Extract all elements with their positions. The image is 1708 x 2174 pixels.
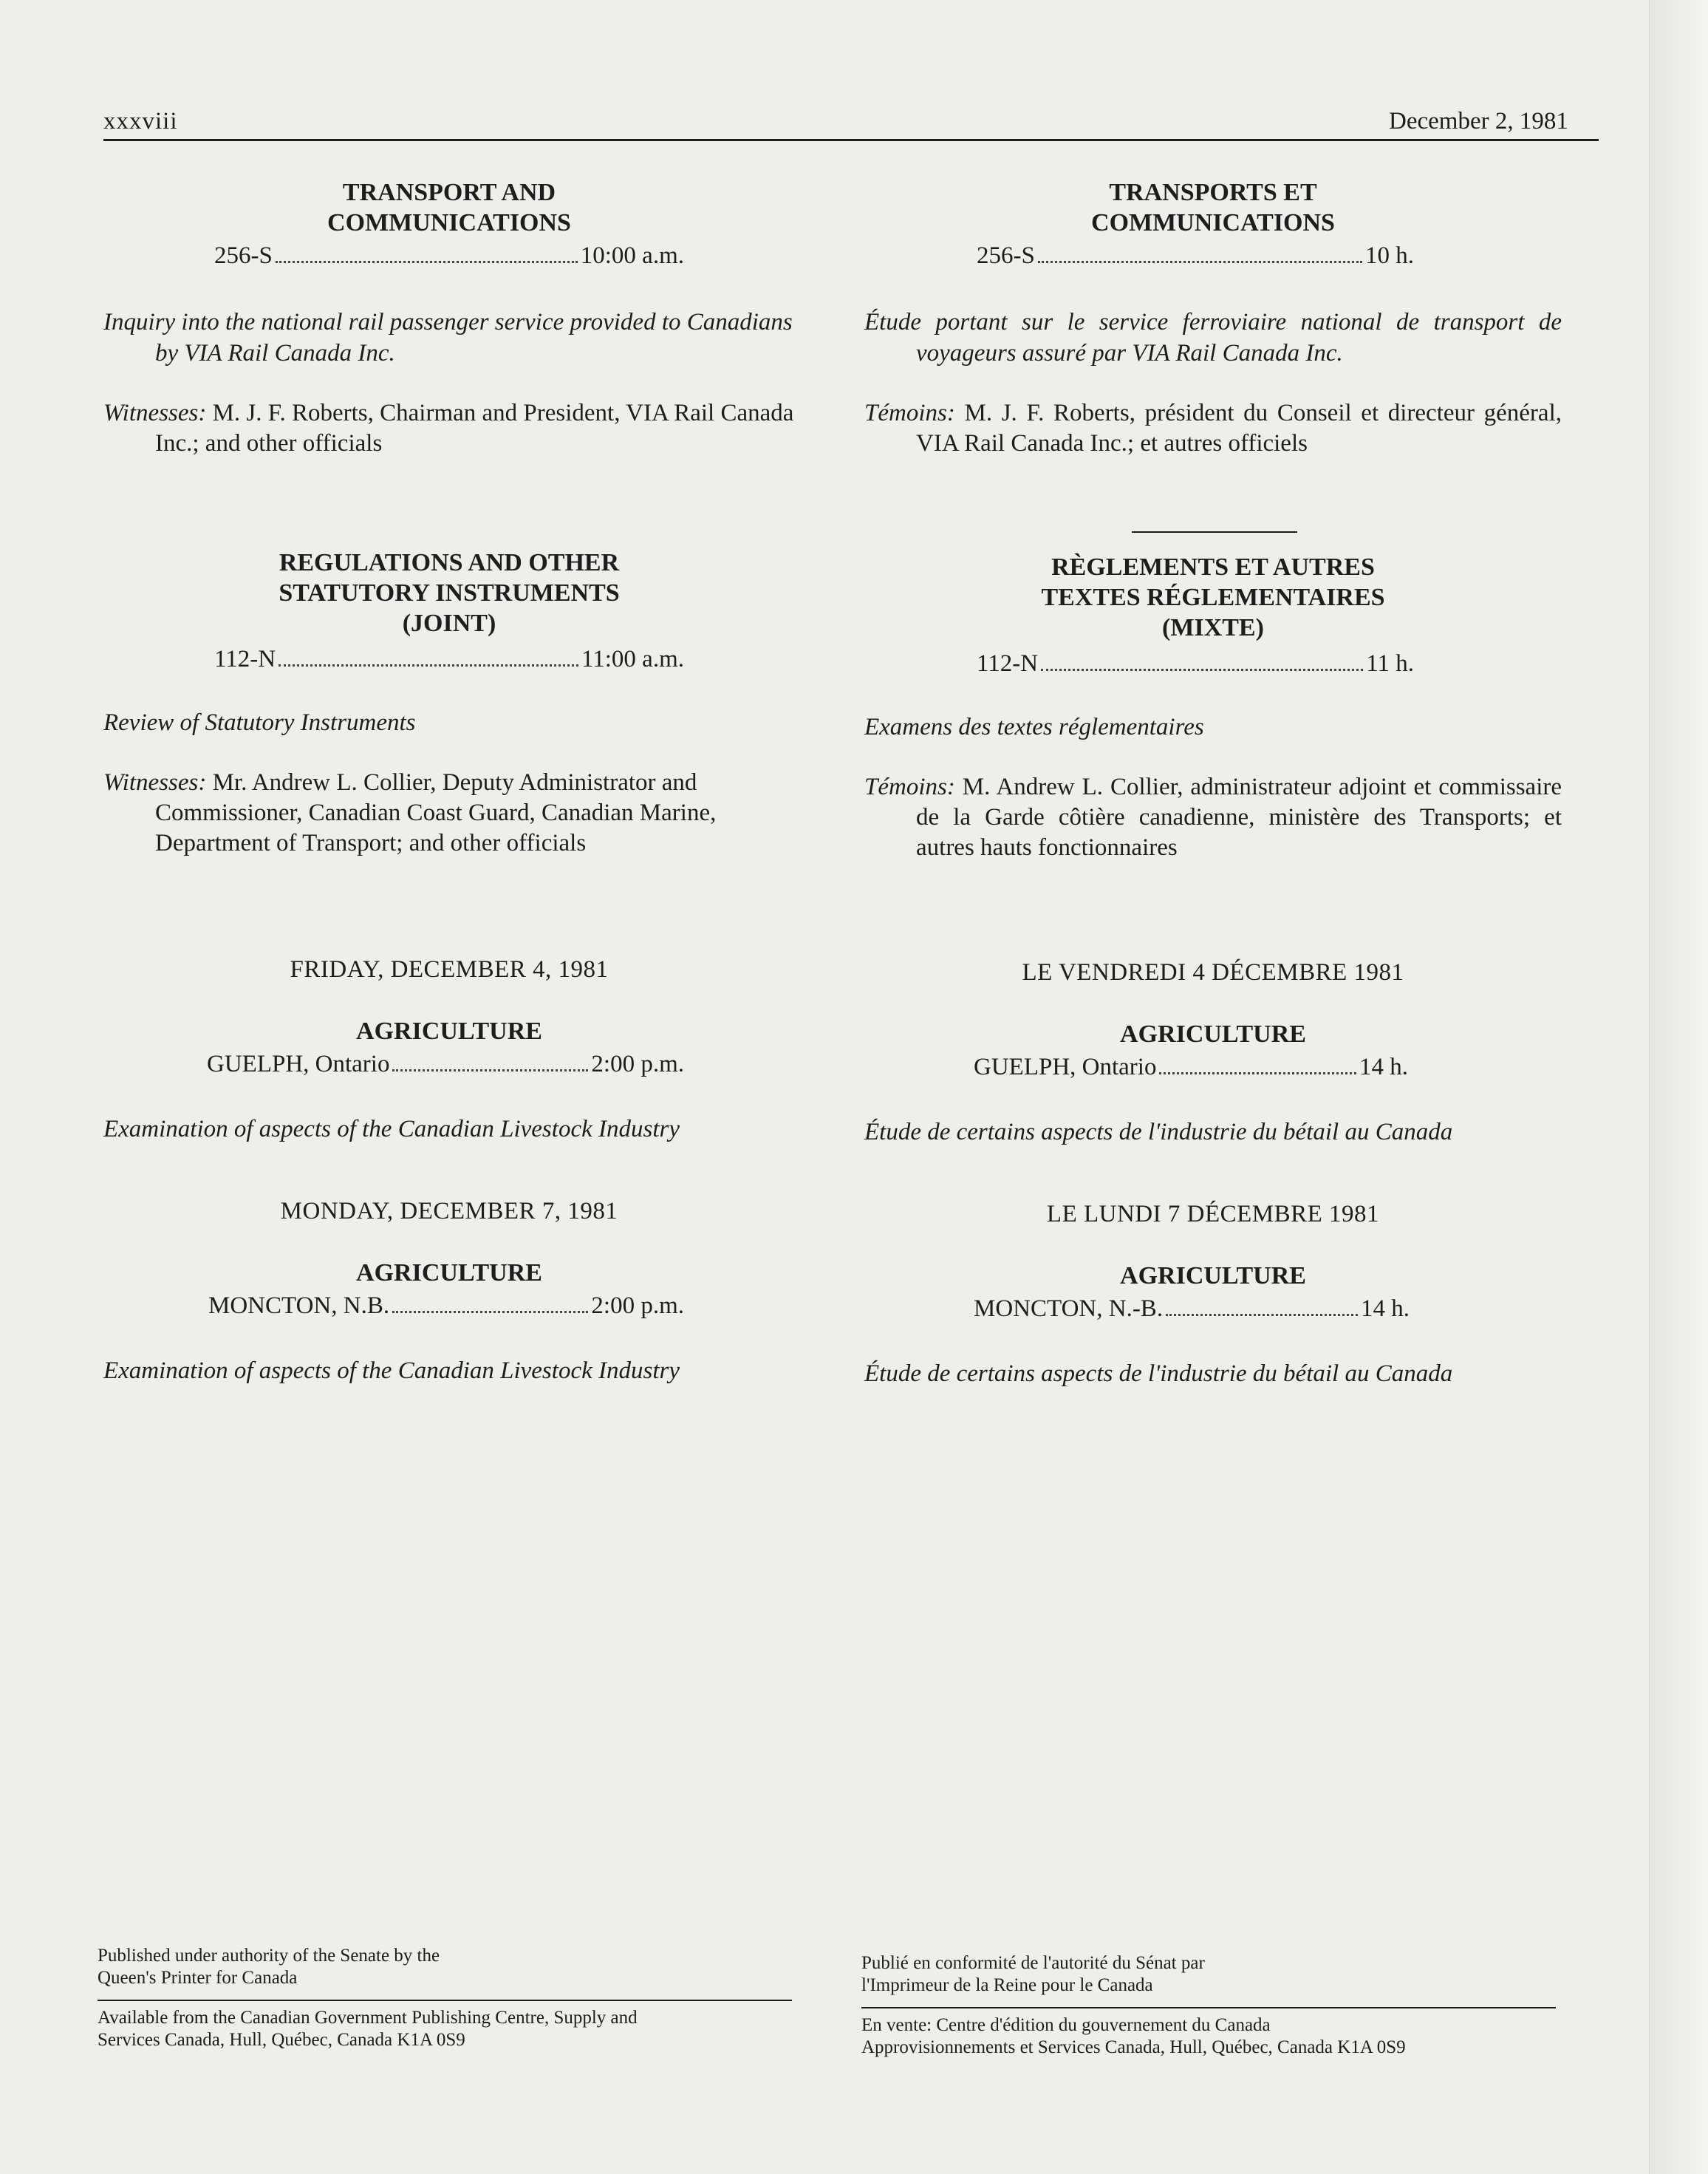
meeting-time: 2:00 p.m.	[591, 1292, 684, 1319]
footer-rule	[861, 2007, 1556, 2008]
committee-heading-agriculture: AGRICULTURE	[356, 1259, 542, 1287]
committee-heading-transport: TRANSPORT AND COMMUNICATIONS	[327, 179, 571, 236]
room-number: 112-N	[214, 646, 276, 672]
section-divider	[1132, 531, 1297, 533]
meeting-time: 11 h.	[1366, 650, 1414, 677]
meeting-time: 11:00 a.m.	[581, 646, 684, 672]
header-rule	[103, 139, 1599, 141]
committee-heading-agriculture: AGRICULTURE	[1120, 1020, 1306, 1048]
topic-transport: Inquiry into the national rail passenger service provided to Canadians by VIA Rail Canada Inc.	[103, 309, 793, 367]
committee-heading-agriculture: AGRICULTURE	[1120, 1262, 1306, 1289]
dot-leader	[1041, 669, 1363, 671]
witnesses-regulations	[103, 768, 795, 859]
witnesses-transport	[103, 398, 795, 459]
publication-authority: Published under authority of the Senate by the Queen's Printer for Canada	[98, 1946, 440, 1988]
meeting-time: 10:00 a.m.	[580, 242, 684, 269]
witnesses-transport	[864, 398, 1562, 459]
topic-regulations: Review of Statutory Instruments	[103, 709, 416, 736]
meeting-place: GUELPH, Ontario	[974, 1054, 1157, 1080]
schedule-entry-friday	[103, 1051, 795, 1078]
availability-note: En vente: Centre d'édition du gouvernement du Canada Approvisionnements et Services Canada, Hull, Québec, Canada K1A 0S9	[861, 2015, 1406, 2057]
witnesses-text: Mr. Andrew L. Collier, Deputy Administrator and Commissioner, Canadian Coast Guard, Canadian Marine, Department of Transport; and other officials	[155, 769, 717, 856]
witnesses-label: Witnesses:	[103, 400, 207, 426]
committee-heading-regulations: REGULATIONS AND OTHER STATUTORY INSTRUMENTS (JOINT)	[279, 549, 620, 637]
schedule-entry-regulations	[103, 646, 795, 673]
page-edge	[1649, 0, 1708, 2174]
topic-regulations: Examens des textes réglementaires	[864, 714, 1204, 740]
dot-leader	[1166, 1314, 1358, 1316]
dot-leader	[1038, 261, 1362, 263]
committee-heading-transport: TRANSPORTS ET COMMUNICATIONS	[1091, 179, 1335, 236]
committee-heading-regulations: RÈGLEMENTS ET AUTRES TEXTES RÉGLEMENTAIRES (MIXTE)	[1041, 553, 1385, 641]
witnesses-regulations	[864, 772, 1562, 863]
meeting-time: 2:00 p.m.	[591, 1051, 684, 1077]
schedule-entry-transport	[103, 242, 795, 270]
room-number: 112-N	[977, 650, 1039, 677]
schedule-entry-monday	[864, 1295, 1562, 1323]
witnesses-text: M. J. F. Roberts, président du Conseil et directeur général, VIA Rail Canada Inc.; et autres officiels	[916, 400, 1562, 457]
meeting-place: MONCTON, N.-B.	[974, 1295, 1164, 1322]
schedule-entry-transport	[864, 242, 1562, 270]
dot-leader	[1159, 1072, 1356, 1074]
topic-friday: Examination of aspects of the Canadian Livestock Industry	[103, 1116, 680, 1142]
dot-leader	[392, 1069, 588, 1071]
meeting-time: 14 h.	[1359, 1054, 1408, 1080]
witnesses-label: Témoins:	[864, 774, 955, 800]
schedule-entry-monday	[103, 1292, 795, 1320]
publication-authority: Publié en conformité de l'autorité du Sénat par l'Imprimeur de la Reine pour le Canada	[861, 1953, 1205, 1995]
room-number: 256-S	[977, 242, 1035, 269]
meeting-place: GUELPH, Ontario	[207, 1051, 390, 1077]
meeting-time: 10 h.	[1365, 242, 1414, 269]
topic-monday: Étude de certains aspects de l'industrie du bétail au Canada	[864, 1360, 1453, 1387]
english-column	[103, 177, 795, 1386]
availability-note: Available from the Canadian Government Publishing Centre, Supply and Services Canada, Hull, Québec, Canada K1A 0S9	[98, 2008, 638, 2050]
page-number: xxxviii	[103, 108, 178, 134]
witnesses-text: M. J. F. Roberts, Chairman and President, VIA Rail Canada Inc.; and other officials	[155, 400, 794, 457]
meeting-time: 14 h.	[1361, 1295, 1410, 1322]
day-heading-friday: LE VENDREDI 4 DÉCEMBRE 1981	[1022, 959, 1404, 986]
page-date: December 2, 1981	[1389, 108, 1568, 134]
day-heading-monday: LE LUNDI 7 DÉCEMBRE 1981	[1046, 1201, 1380, 1227]
french-column	[864, 177, 1562, 1389]
room-number: 256-S	[214, 242, 273, 269]
witnesses-label: Witnesses:	[103, 769, 207, 796]
dot-leader	[392, 1311, 588, 1313]
topic-transport: Étude portant sur le service ferroviaire national de transport de voyageurs assuré par VIA Rail Canada Inc.	[864, 309, 1562, 367]
topic-friday: Étude de certains aspects de l'industrie du bétail au Canada	[864, 1119, 1453, 1145]
topic-monday: Examination of aspects of the Canadian Livestock Industry	[103, 1357, 680, 1384]
witnesses-text: M. Andrew L. Collier, administrateur adjoint et commissaire de la Garde côtière canadienne, ministère des Transports; et autres hauts fonctionnaires	[916, 774, 1562, 861]
day-heading-monday: MONDAY, DECEMBER 7, 1981	[280, 1198, 618, 1224]
footer-rule	[98, 2000, 792, 2001]
witnesses-label: Témoins:	[864, 400, 955, 426]
committee-heading-agriculture: AGRICULTURE	[356, 1018, 542, 1045]
dot-leader	[279, 664, 578, 667]
footer-french	[861, 1952, 1556, 2059]
schedule-entry-friday	[864, 1054, 1562, 1081]
meeting-place: MONCTON, N.B.	[208, 1292, 390, 1319]
day-heading-friday: FRIDAY, DECEMBER 4, 1981	[290, 956, 609, 983]
footer-english	[98, 1945, 792, 2051]
schedule-entry-regulations	[864, 650, 1562, 678]
dot-leader	[276, 261, 578, 263]
